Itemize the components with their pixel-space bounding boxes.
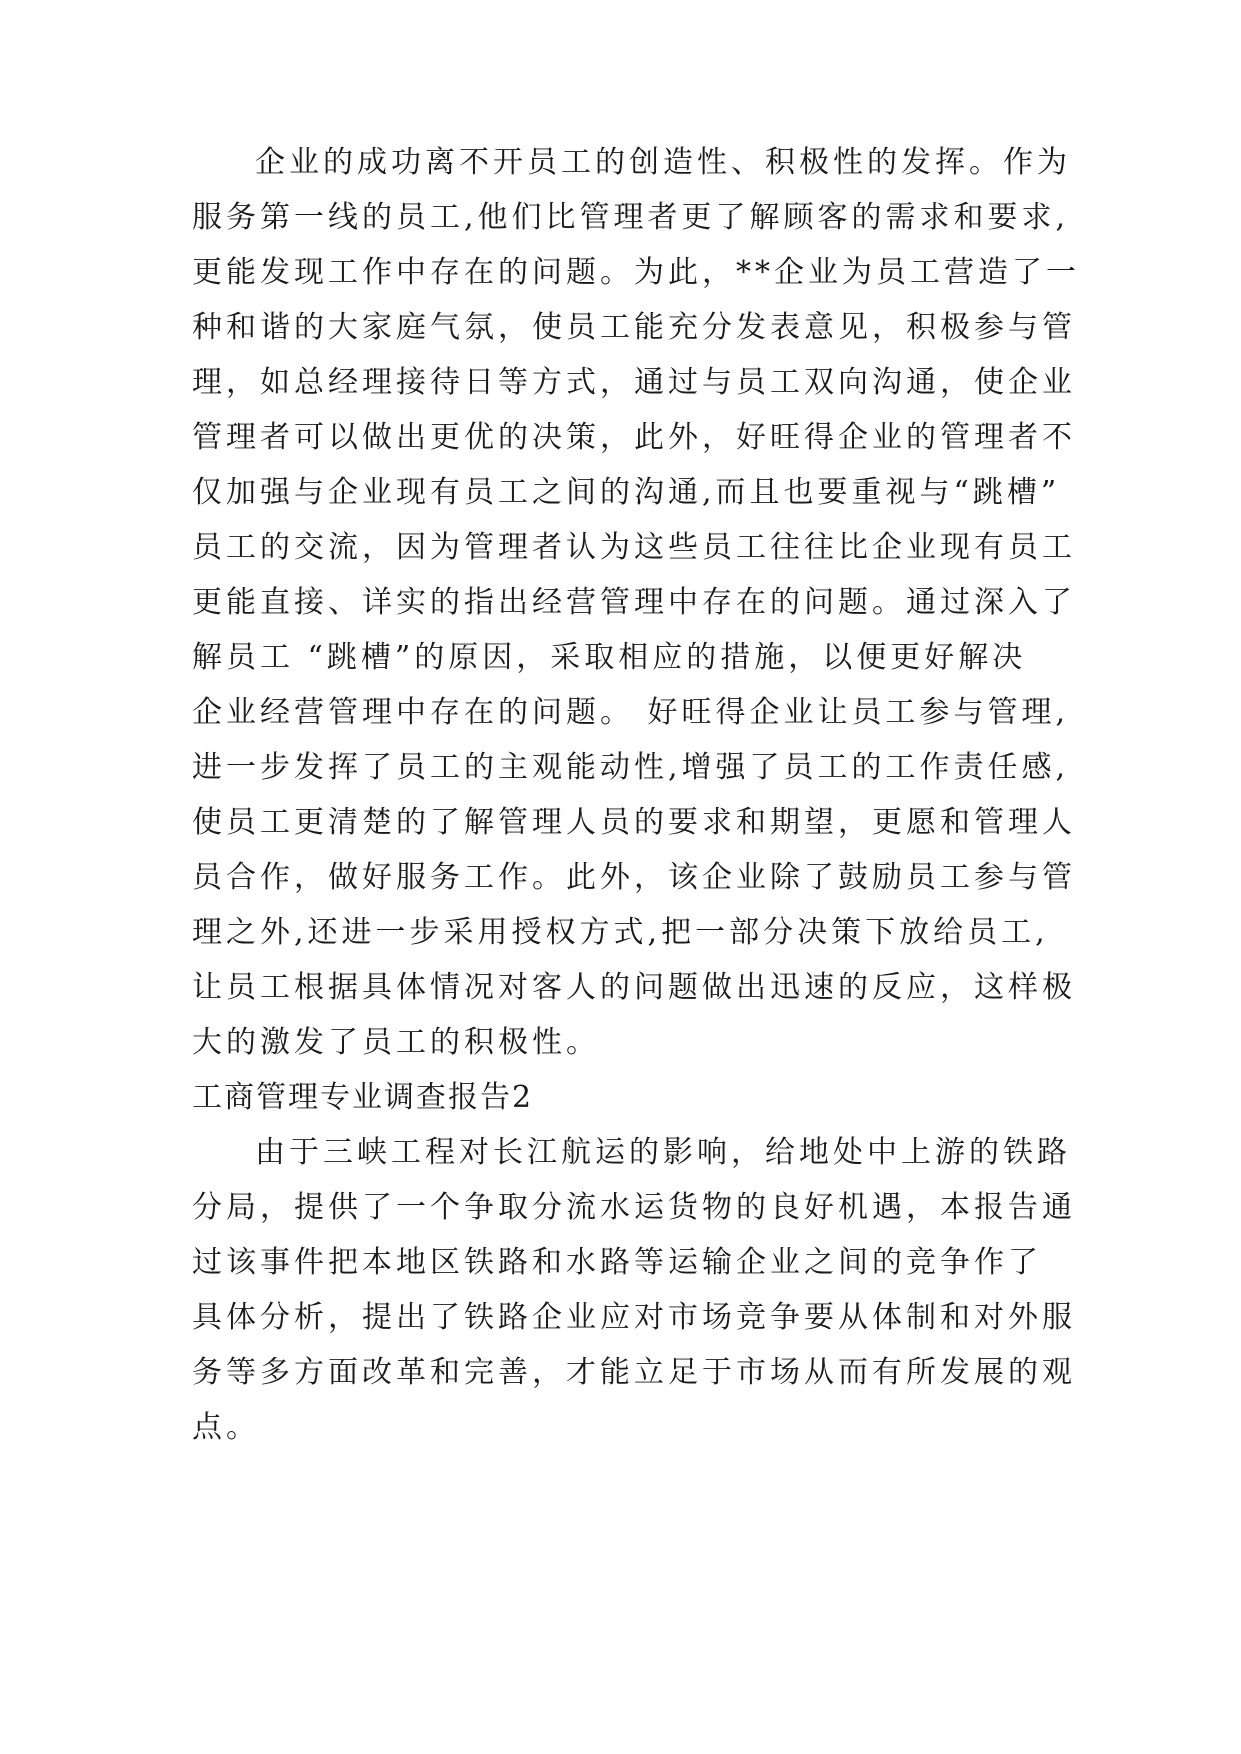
paragraph-line: 务等多方面改革和完善，才能立足于市场从而有所发展的观	[192, 1355, 1076, 1390]
paragraph-line: 理，如总经理接待日等方式，通过与员工双向沟通，使企业	[192, 365, 1076, 400]
paragraph-line: 服务第一线的员工,他们比管理者更了解顾客的需求和要求,	[192, 200, 1070, 235]
paragraph-line: 使员工更清楚的了解管理人员的要求和期望，更愿和管理人	[192, 805, 1076, 840]
paragraph-line: 种和谐的大家庭气氛，使员工能充分发表意见，积极参与管	[192, 310, 1076, 345]
paragraph-line: 企业的成功离不开员工的创造性、积极性的发挥。作为	[255, 145, 1071, 180]
paragraph-line: 员合作，做好服务工作。此外，该企业除了鼓励员工参与管	[192, 860, 1076, 895]
paragraph-line: 企业经营管理中存在的问题。 好旺得企业让员工参与管理,	[192, 695, 1070, 730]
paragraph-line: 大的激发了员工的积极性。	[192, 1025, 600, 1060]
paragraph-line: 点。	[192, 1410, 260, 1445]
paragraph-line: 具体分析，提出了铁路企业应对市场竞争要从体制和对外服	[192, 1300, 1076, 1335]
section-heading: 工商管理专业调查报告2	[192, 1080, 534, 1115]
paragraph-line: 管理者可以做出更优的决策，此外，好旺得企业的管理者不	[192, 420, 1076, 455]
paragraph-line: 仅加强与企业现有员工之间的沟通,而且也要重视与“跳槽”	[192, 475, 1061, 510]
paragraph-line: 员工的交流，因为管理者认为这些员工往往比企业现有员工	[192, 530, 1076, 565]
paragraph-line: 进一步发挥了员工的主观能动性,增强了员工的工作责任感,	[192, 750, 1070, 785]
paragraph-line: 解员工 “跳槽”的原因，采取相应的措施，以便更好解决	[192, 640, 1027, 675]
paragraph-line: 由于三峡工程对长江航运的影响，给地处中上游的铁路	[255, 1135, 1071, 1170]
paragraph-line: 让员工根据具体情况对客人的问题做出迅速的反应，这样极	[192, 970, 1076, 1005]
paragraph-line: 过该事件把本地区铁路和水路等运输企业之间的竞争作了	[192, 1245, 1042, 1280]
paragraph-line: 理之外,还进一步采用授权方式,把一部分决策下放给员工,	[192, 915, 1049, 950]
paragraph-line: 更能直接、详实的指出经营管理中存在的问题。通过深入了	[192, 585, 1076, 620]
paragraph-line: 分局，提供了一个争取分流水运货物的良好机遇，本报告通	[192, 1190, 1076, 1225]
paragraph-line: 更能发现工作中存在的问题。为此，**企业为员工营造了一	[192, 255, 1080, 290]
